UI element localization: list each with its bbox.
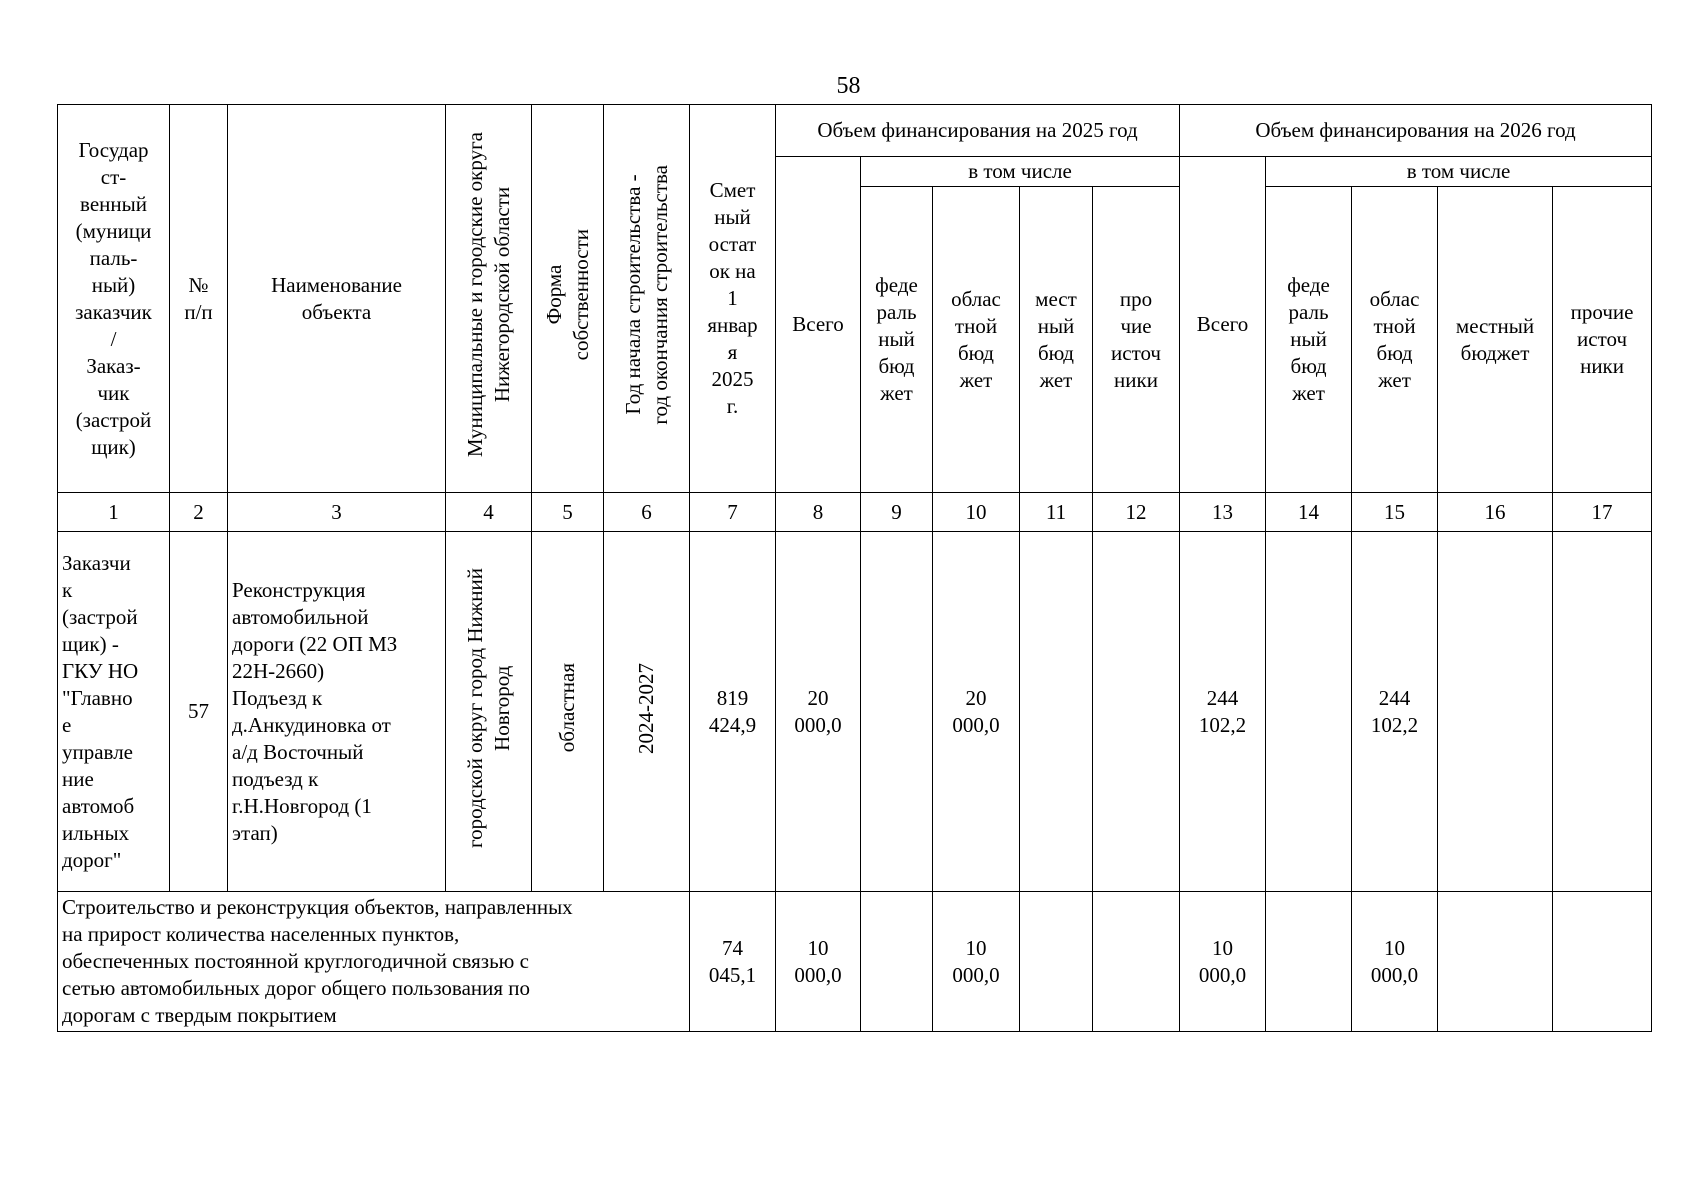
header-number: № п/п bbox=[170, 105, 228, 493]
header-total-2025: Всего bbox=[776, 157, 861, 493]
row-regional-2026: 244 102,2 bbox=[1352, 532, 1438, 892]
header-including-2026: в том числе bbox=[1266, 157, 1652, 187]
header-years-cell bbox=[604, 105, 690, 493]
row-estimate: 819 424,9 bbox=[690, 532, 776, 892]
header-regional-2025: облас тной бюд жет bbox=[933, 187, 1020, 493]
column-number: 2 bbox=[170, 493, 228, 532]
header-regional-2026: облас тной бюд жет bbox=[1352, 187, 1438, 493]
row-local-2026 bbox=[1438, 532, 1553, 892]
column-number: 16 bbox=[1438, 493, 1553, 532]
row-municipality: городской округ город Нижний Новгород bbox=[462, 568, 514, 848]
header-local-2026: местный бюджет bbox=[1438, 187, 1553, 493]
row-other-2025 bbox=[1093, 532, 1180, 892]
header-total-2026: Всего bbox=[1180, 157, 1266, 493]
summary-regional-2026: 10 000,0 bbox=[1352, 892, 1438, 1032]
row-years: 2024-2027 bbox=[634, 662, 658, 754]
summary-row bbox=[58, 892, 1652, 1032]
column-number: 6 bbox=[604, 493, 690, 532]
header-customer: Государ ст- венный (муници паль- ный) заказчик / Заказ- чик (застрой щик) bbox=[58, 105, 170, 493]
row-federal-2026 bbox=[1266, 532, 1352, 892]
summary-local-2025 bbox=[1020, 892, 1093, 1032]
column-number: 7 bbox=[690, 493, 776, 532]
column-number: 1 bbox=[58, 493, 170, 532]
column-number: 11 bbox=[1020, 493, 1093, 532]
row-other-2026 bbox=[1553, 532, 1652, 892]
column-number: 17 bbox=[1553, 493, 1652, 532]
header-local-2025: мест ный бюд жет bbox=[1020, 187, 1093, 493]
row-total-2025: 20 000,0 bbox=[776, 532, 861, 892]
column-number: 9 bbox=[861, 493, 933, 532]
table-row bbox=[58, 532, 1652, 892]
column-number: 3 bbox=[228, 493, 446, 532]
header-ownership: Форма собственности bbox=[541, 229, 593, 361]
header-row-1 bbox=[58, 105, 1652, 157]
page-number: 58 bbox=[836, 73, 861, 99]
summary-federal-2025 bbox=[861, 892, 933, 1032]
summary-local-2026 bbox=[1438, 892, 1553, 1032]
header-federal-2025: феде раль ный бюд жет bbox=[861, 187, 933, 493]
summary-title: Строительство и реконструкция объектов, направленных на прирост количества населенных пунктов, обеспеченных постоянной круглогодичной связью с сетью автомобильных дорог общего пользования по дорогам с твердым покрытием bbox=[58, 892, 690, 1032]
summary-regional-2025: 10 000,0 bbox=[933, 892, 1020, 1032]
header-municipality-cell bbox=[446, 105, 532, 493]
header-including-2025: в том числе bbox=[861, 157, 1180, 187]
row-regional-2025: 20 000,0 bbox=[933, 532, 1020, 892]
column-number: 12 bbox=[1093, 493, 1180, 532]
header-fin-2025: Объем финансирования на 2025 год bbox=[776, 105, 1180, 157]
header-other-2025: про чие источ ники bbox=[1093, 187, 1180, 493]
row-municipality-cell bbox=[446, 532, 532, 892]
financing-table bbox=[57, 104, 1652, 1032]
header-object-name: Наименование объекта bbox=[228, 105, 446, 493]
row-object-name: Реконструкция автомобильной дороги (22 ОП МЗ 22Н-2660) Подъезд к д.Анкудиновка от а/д Восточный подъезд к г.Н.Новгород (1 этап) bbox=[228, 532, 446, 892]
row-total-2026: 244 102,2 bbox=[1180, 532, 1266, 892]
column-number: 8 bbox=[776, 493, 861, 532]
header-fin-2026: Объем финансирования на 2026 год bbox=[1180, 105, 1652, 157]
row-ownership: областная bbox=[555, 663, 579, 753]
header-federal-2026: феде раль ный бюд жет bbox=[1266, 187, 1352, 493]
summary-federal-2026 bbox=[1266, 892, 1352, 1032]
row-federal-2025 bbox=[861, 532, 933, 892]
header-municipality: Муниципальные и городские округа Нижегородской области bbox=[462, 132, 514, 458]
header-other-2026: прочие источ ники bbox=[1553, 187, 1652, 493]
row-ownership-cell bbox=[532, 532, 604, 892]
column-number: 14 bbox=[1266, 493, 1352, 532]
header-estimate: Смет ный остат ок на 1 январ я 2025 г. bbox=[690, 105, 776, 493]
column-number: 4 bbox=[446, 493, 532, 532]
row-customer: Заказчи к (застрой щик) - ГКУ НО "Главно е управле ние автомоб ильных дорог" bbox=[58, 532, 170, 892]
row-number: 57 bbox=[170, 532, 228, 892]
column-number-row bbox=[58, 493, 1652, 532]
header-years: Год начала строительства - год окончания строительства bbox=[620, 165, 672, 425]
header-ownership-cell bbox=[532, 105, 604, 493]
column-number: 5 bbox=[532, 493, 604, 532]
summary-other-2025 bbox=[1093, 892, 1180, 1032]
summary-total-2026: 10 000,0 bbox=[1180, 892, 1266, 1032]
summary-total-2025: 10 000,0 bbox=[776, 892, 861, 1032]
summary-estimate: 74 045,1 bbox=[690, 892, 776, 1032]
column-number: 10 bbox=[933, 493, 1020, 532]
row-local-2025 bbox=[1020, 532, 1093, 892]
column-number: 15 bbox=[1352, 493, 1438, 532]
column-number: 13 bbox=[1180, 493, 1266, 532]
summary-other-2026 bbox=[1553, 892, 1652, 1032]
row-years-cell bbox=[604, 532, 690, 892]
